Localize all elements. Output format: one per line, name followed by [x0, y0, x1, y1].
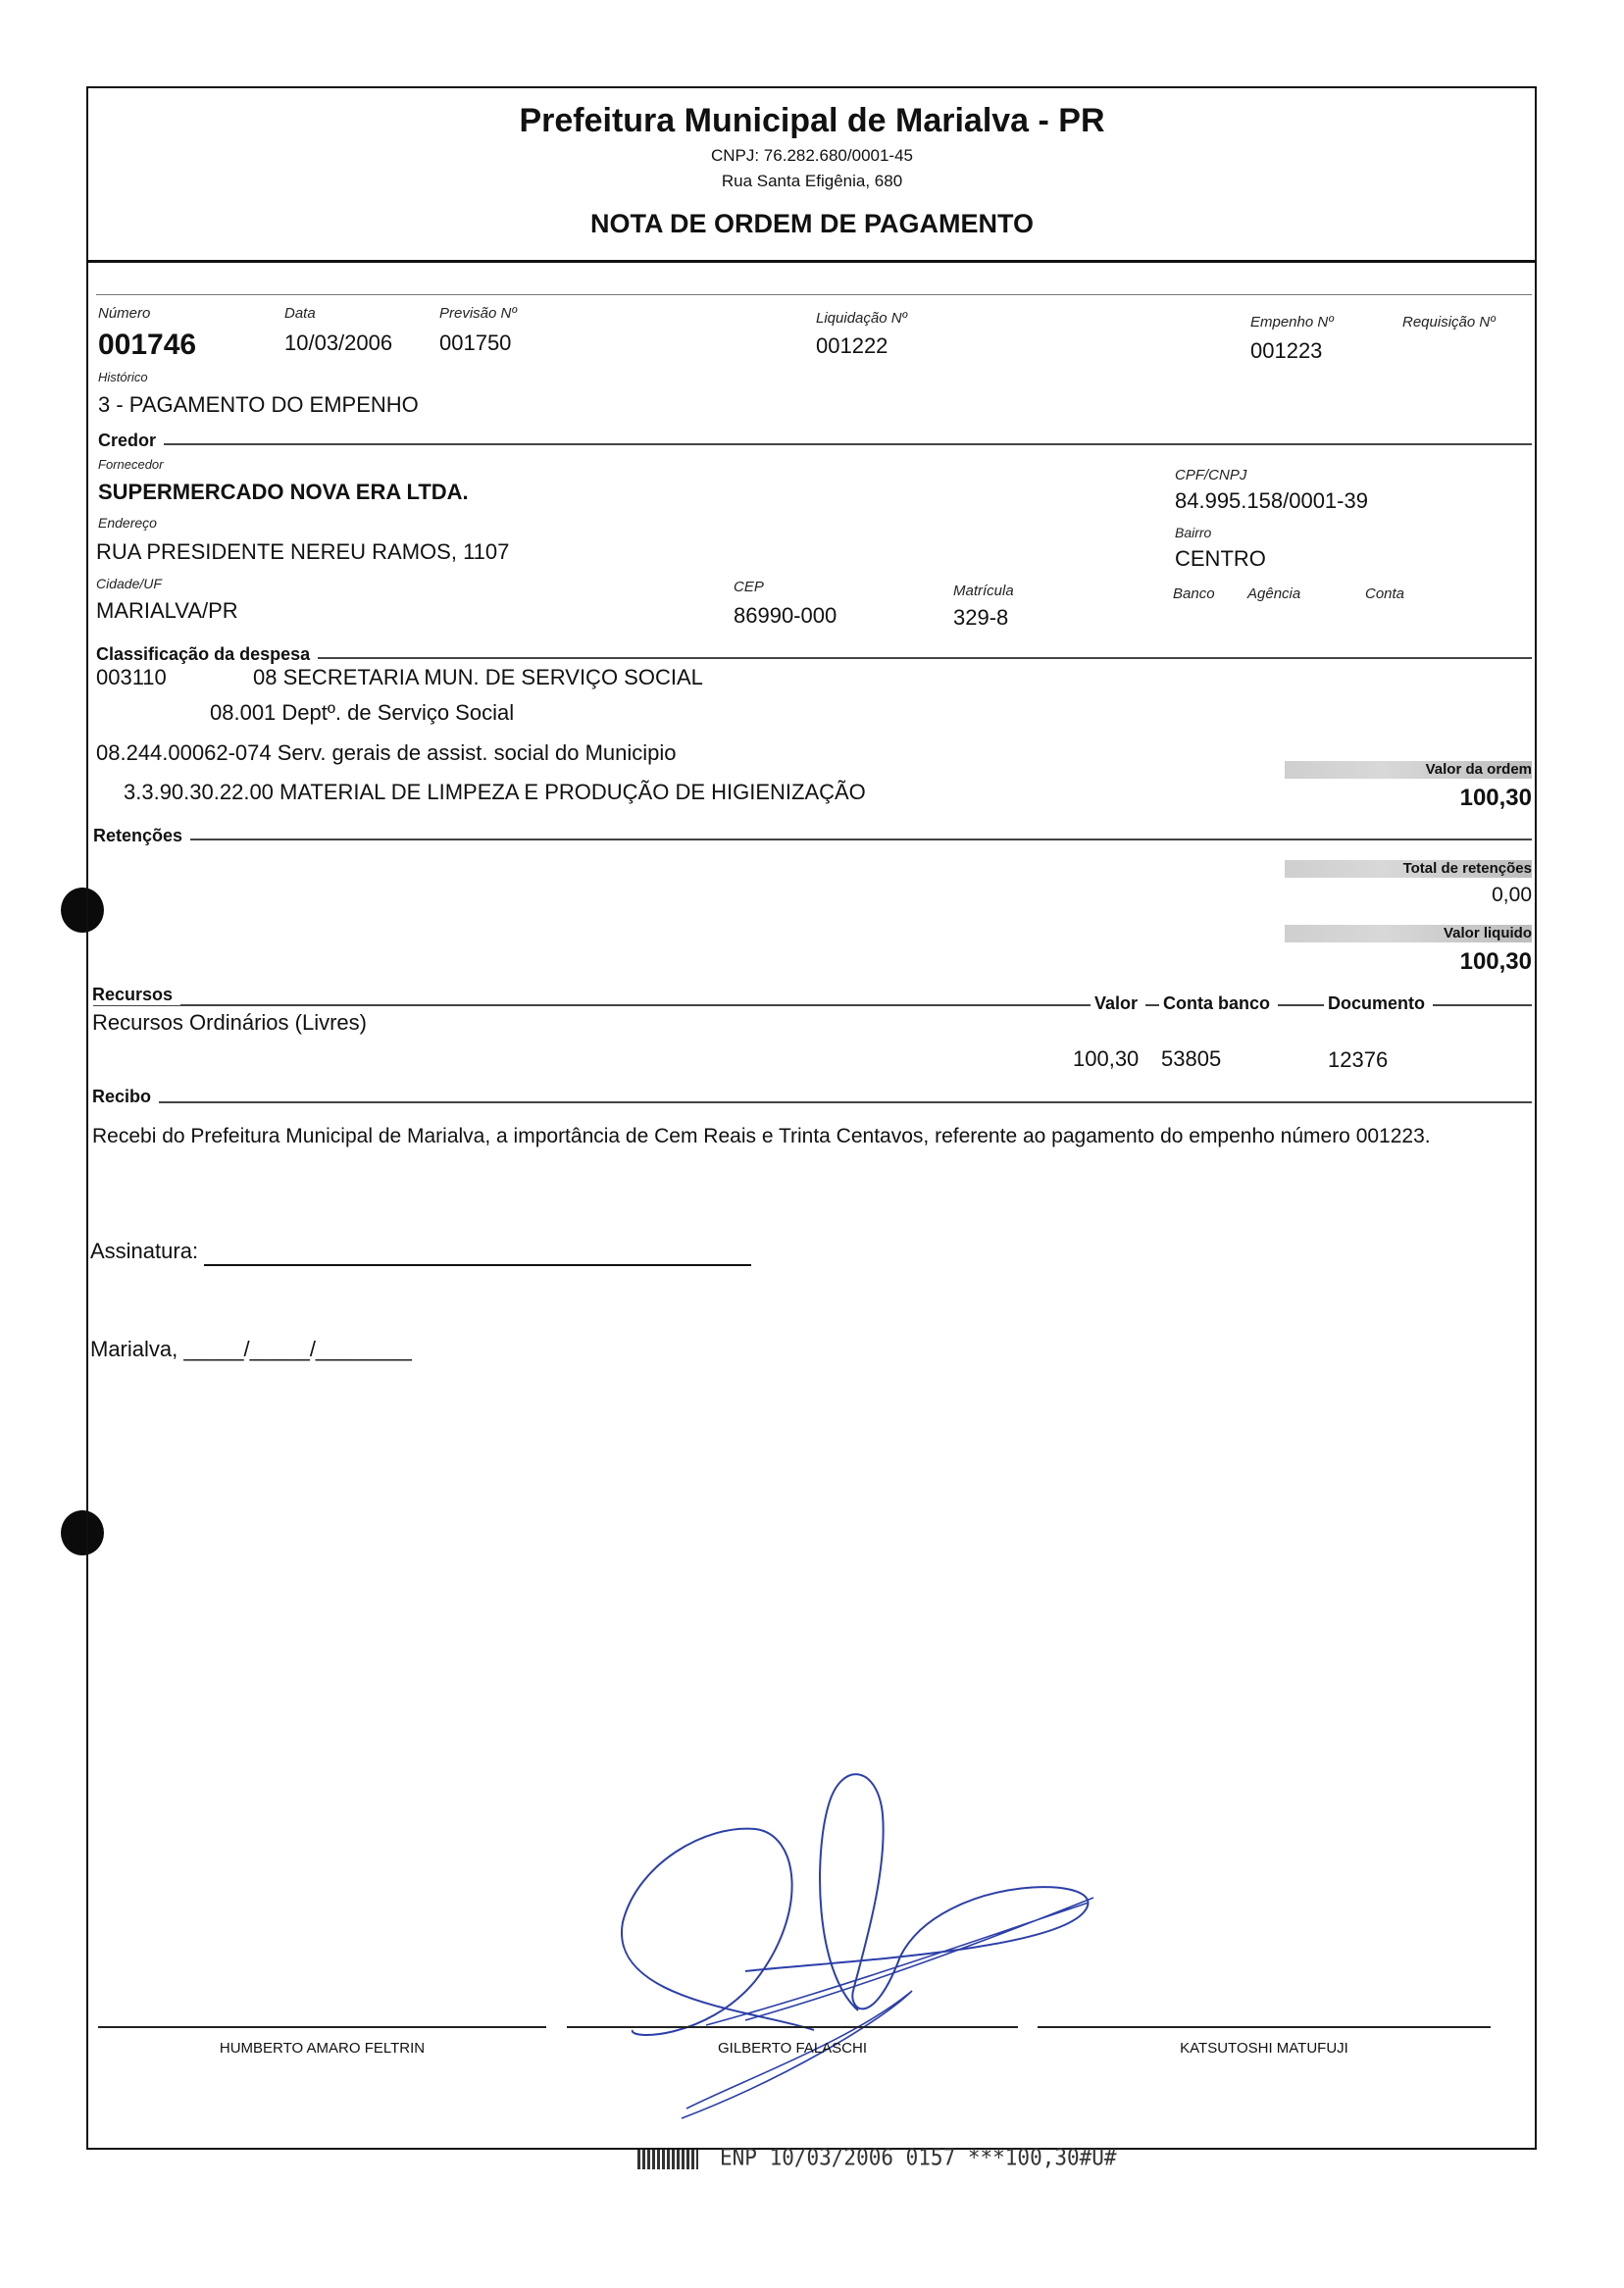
- document-title: NOTA DE ORDEM DE PAGAMENTO: [589, 209, 1034, 238]
- cep-label: CEP: [734, 579, 764, 595]
- header-cnpj: CNPJ: 76.282.680/0001-45: [710, 146, 914, 165]
- recibo-section-title: Recibo: [92, 1087, 159, 1107]
- handwritten-signature: [588, 1755, 1138, 2128]
- bairro-label: Bairro: [1175, 525, 1212, 540]
- local-data: Marialva, _____/_____/________: [90, 1337, 412, 1361]
- cpf-cnpj-label: CPF/CNPJ: [1175, 467, 1247, 483]
- recibo-line: [93, 1101, 1532, 1103]
- cpf-cnpj-value: 84.995.158/0001-39: [1175, 488, 1368, 513]
- recursos-documento: 12376: [1328, 1047, 1389, 1072]
- valor-ordem-value: 100,30: [1459, 785, 1532, 811]
- classificacao-line-2: 08.001 Deptº. de Serviço Social: [210, 700, 515, 725]
- classificacao-line-3: 08.244.00062-074 Serv. gerais de assist. social do Municipio: [96, 740, 677, 765]
- valor-ordem-label: Valor da ordem: [1425, 761, 1532, 778]
- cep-value: 86990-000: [734, 603, 837, 628]
- previsao-value: 001750: [439, 330, 512, 355]
- matricula-label: Matrícula: [953, 583, 1014, 599]
- agencia-label: Agência: [1247, 585, 1301, 602]
- total-retencoes-label: Total de retenções: [1402, 860, 1532, 877]
- recursos-conta-banco: 53805: [1161, 1046, 1222, 1071]
- bairro-value: CENTRO: [1175, 546, 1266, 571]
- header-divider: [86, 260, 1536, 263]
- recursos-valor: 100,30: [1073, 1046, 1140, 1071]
- valor-liquido-label: Valor liquido: [1443, 925, 1532, 941]
- recursos-line: [93, 1004, 1532, 1006]
- recursos-valor-header: Valor: [1091, 993, 1145, 1014]
- matricula-value: 329-8: [953, 605, 1009, 630]
- signatory-2: GILBERTO FALASCHI: [718, 2040, 867, 2057]
- conta-label: Conta: [1365, 585, 1405, 602]
- data-label: Data: [284, 305, 316, 322]
- signature-line-3: [1038, 2026, 1491, 2028]
- classificacao-line-1: 08 SECRETARIA MUN. DE SERVIÇO SOCIAL: [253, 665, 703, 689]
- cidade-label: Cidade/UF: [96, 576, 162, 591]
- empenho-label: Empenho Nº: [1250, 314, 1334, 330]
- classificacao-line-4: 3.3.90.30.22.00 MATERIAL DE LIMPEZA E PRODUÇÃO DE HIGIENIZAÇÃO: [124, 780, 866, 804]
- recursos-descricao: Recursos Ordinários (Livres): [92, 1010, 367, 1035]
- numero-value: 001746: [98, 329, 197, 361]
- endereco-label: Endereço: [98, 515, 157, 531]
- total-retencoes-value: 0,00: [1492, 884, 1532, 906]
- fornecedor-value: SUPERMERCADO NOVA ERA LTDA.: [98, 480, 469, 504]
- data-value: 10/03/2006: [284, 330, 393, 355]
- signature-line-1: [98, 2026, 546, 2028]
- signatory-3: KATSUTOSHI MATUFUJI: [1180, 2040, 1348, 2057]
- assinatura-label: Assinatura:: [90, 1239, 199, 1263]
- requisicao-label: Requisição Nº: [1402, 314, 1496, 330]
- recursos-conta-banco-header: Conta banco: [1159, 993, 1278, 1014]
- recursos-documento-header: Documento: [1324, 993, 1433, 1014]
- previsao-label: Previsão Nº: [439, 305, 517, 322]
- header-title: Prefeitura Municipal de Marialva - PR: [519, 102, 1105, 139]
- classificacao-section-title: Classificação da despesa: [96, 644, 318, 665]
- signature-line-2: [567, 2026, 1018, 2028]
- numero-label: Número: [98, 305, 151, 322]
- header-address: Rua Santa Efigênia, 680: [721, 172, 903, 190]
- endereco-value: RUA PRESIDENTE NEREU RAMOS, 1107: [96, 539, 510, 564]
- recibo-text: Recebi do Prefeitura Municipal de Marialva, a importância de Cem Reais e Trinta Centavos, referente ao pagamento do empenho número 001223.: [92, 1125, 1431, 1147]
- credor-section-title: Credor: [98, 431, 164, 451]
- assinatura-line: [204, 1264, 751, 1266]
- banco-label: Banco: [1173, 585, 1215, 602]
- historico-value: 3 - PAGAMENTO DO EMPENHO: [98, 392, 419, 417]
- liquidacao-label: Liquidação Nº: [816, 310, 908, 327]
- bank-stamp-text: ENP 10/03/2006 0157 ***100,30#U#: [720, 2144, 1117, 2171]
- credor-line: [98, 443, 1532, 445]
- classificacao-code: 003110: [96, 665, 167, 689]
- header-divider-thin: [96, 294, 1532, 295]
- bank-stamp-mark: [637, 2150, 698, 2169]
- valor-liquido-value: 100,30: [1459, 948, 1532, 975]
- historico-label: Histórico: [98, 370, 148, 384]
- fornecedor-label: Fornecedor: [98, 457, 164, 472]
- recursos-section-title: Recursos: [92, 985, 180, 1005]
- retencoes-line: [96, 839, 1532, 840]
- liquidacao-value: 001222: [816, 333, 888, 358]
- signatory-1: HUMBERTO AMARO FELTRIN: [219, 2040, 426, 2057]
- empenho-value: 001223: [1250, 338, 1323, 363]
- cidade-value: MARIALVA/PR: [96, 598, 238, 623]
- retencoes-section-title: Retenções: [93, 826, 190, 846]
